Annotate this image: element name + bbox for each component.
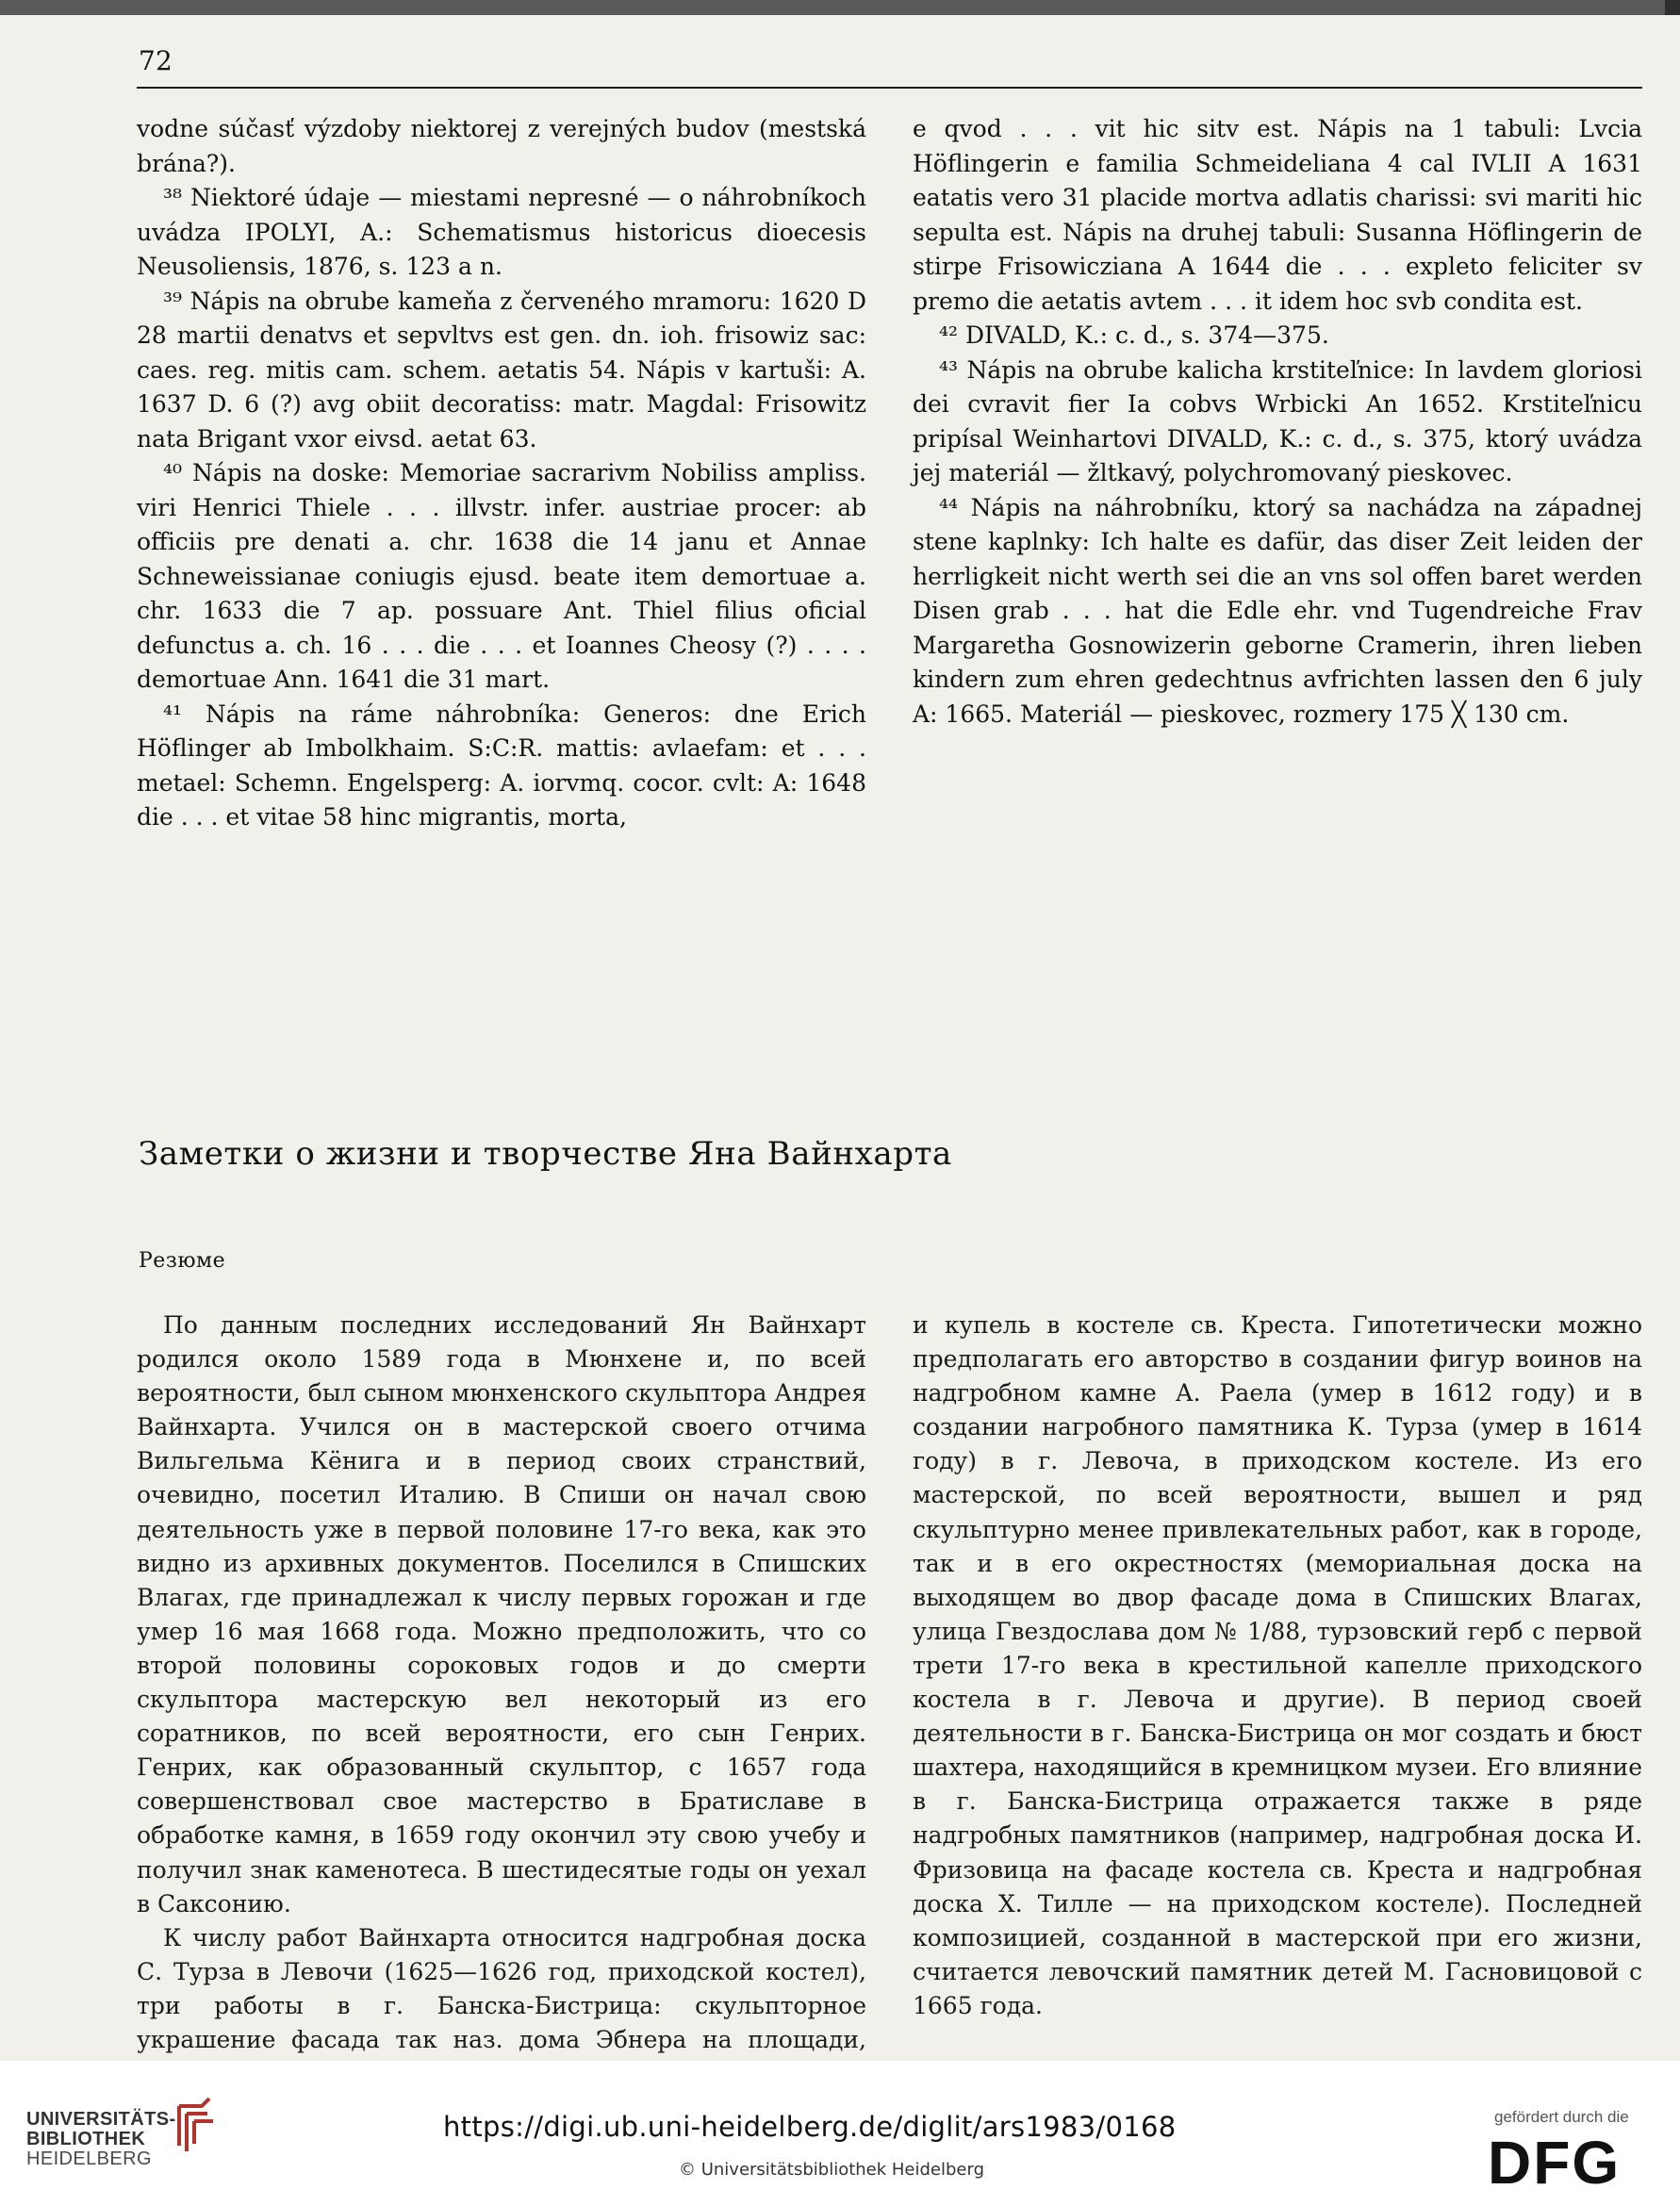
footnotes-left-column: [137, 112, 866, 835]
resume-paragraph-2: К числу работ Вайнхарта относится надгробная доска С. Турза в Левочи (1625—1626 год, приходской костел), три работы в г. Банска-Бистрица: скульпторное украшение фасада так наз. дома Эбнера на площади,: [137, 1923, 866, 2053]
library-name-line1: UNIVERSITÄTS-: [26, 2109, 176, 2130]
footnote-43: ⁴³ Nápis na obrube kalicha krstiteľnice: In lavdem gloriosi dei cvravit fier Ia cobvs Wrbicki An 1652. Krstiteľnicu pripísal Weinhartovi DIVALD, K.: c. d., s. 375, ktorý uvádza jej materiál — žltkavý, polychromovaný pieskovec.: [913, 355, 1642, 486]
footnote-41-continuation: e qvod . . . vit hic sitv est. Nápis na 1 tabuli: Lvcia Höflingerin e familia Schmeideliana 4 cal IVLII A 1631 eatatis vero 31 placide mortva adlatis charissi: svi mariti hic sepulta est. Nápis na druhej tabuli: Susanna Höflingerin de stirpe Frisowicziana A 1644 die . . . expleto feliciter sv premo die aetatis avtem . . . it idem hoc svb condita est.: [913, 115, 1642, 315]
resume-paragraph-1: По данным последних исследований Ян Вайнхарт родился около 1589 года в Мюнхене и, по всей вероятности, был сыном мюнхенского скульптора Андрея Вайнхарта. Учился он в мастерской своего отчима Вильгельма Кёнига и в период своих странствий, очевидно, посетил Италию. В Спиши он начал свою деятельность уже в первой половине 17-го века, как это видно из архивных документов. Поселился в Спишских Влагах, где принадлежал к числу первых горожан и где умер 16 мая 1668 года. Можно предположить, что со второй половины сороковых годов и до смерти скульптора мастерскую вел некоторый из его соратников, по всей вероятности, его сын Генрих. Генрих, как образованный скульптор, с 1657 года совершенствовал свое мастерство в Братиславе в обработке камня, в 1659 году окончил эту свою учебу и получил знак каменотеса. В шестидесятые годы он уехал в Саксонию.: [137, 1311, 866, 1918]
section-title: Заметки о жизни и творчестве Яна Вайнхарта: [139, 1135, 952, 1173]
scan-top-strip: [0, 0, 1680, 15]
footnotes-right-column: [913, 112, 1642, 732]
footnote-44: ⁴⁴ Nápis na náhrobníku, ktorý sa nachádza na západnej stene kaplnky: Ich halte es dafür, das diser Zeit leiden der herrligkeit nicht werth sei die an vns sol offen baret werden Disen grab . . . hat die Edle ehr. vnd Tugendreiche Frav Margaretha Gosnowizerin geborne Cramerin, ihren lieben kindern zum ehren gedechtnus avfrichten lassen den 6 july A: 1665. Materiál — pieskovec, rozmery 175 ╳ 130 cm.: [913, 493, 1642, 728]
footnote-40: ⁴⁰ Nápis na doske: Memoriae sacrarivm Nobiliss ampliss. viri Henrici Thiele . . . illvstr. infer. austriae procer: ab officiis pre denati a. chr. 1638 die 14 janu et Annae Schneweissianae coniugis ejusd. beate item demortuae a. chr. 1633 die 7 ap. possuare Ant. Thiel filius oficial defunctus a. ch. 16 . . . die . . . et Ioannes Cheosy (?) . . . . demortuae Ann. 1641 die 31 mart.: [137, 459, 866, 693]
footnote-41: ⁴¹ Nápis na ráme náhrobníka: Generos: dne Erich Höflinger ab Imbolkhaim. S:C:R. mattis: avlaefam: et . . . metael: Schemn. Engelsperg: A. iorvmq. cocor. cvlt: A: 1648 die . . . et vitae 58 hinc migrantis, morta,: [137, 700, 866, 831]
copyright-text: © Universitätsbibliothek Heidelberg: [679, 2160, 985, 2180]
library-logo-icon: [173, 2097, 215, 2153]
resume-right-column: [913, 1309, 1642, 2023]
viewer-footer: [0, 2061, 1680, 2206]
footnote-38: ³⁸ Niektoré údaje — miestami nepresné — o náhrobníkoch uvádza IPOLYI, A.: Schematismus historicus dioecesis Neusoliensis, 1876, s. 123 a n.: [137, 184, 866, 280]
resume-left-column: [137, 1309, 866, 2125]
resume-heading: Резюме: [139, 1249, 226, 1273]
dfg-logo: DFG: [1488, 2129, 1622, 2197]
funding-caption: gefördert durch die: [1494, 2108, 1629, 2126]
library-name-line2: BIBLIOTHEK: [26, 2129, 146, 2149]
library-logo-text: [26, 2110, 176, 2169]
document-url-link[interactable]: https://digi.ub.uni-heidelberg.de/diglit/ars1983/0168: [443, 2111, 1177, 2143]
book-page: [0, 15, 1680, 2061]
footnote-42: ⁴² DIVALD, K.: c. d., s. 374—375.: [939, 321, 1329, 349]
header-rule: [137, 87, 1642, 89]
library-name-line3: HEIDELBERG: [26, 2148, 152, 2169]
page-number: 72: [139, 45, 173, 76]
resume-paragraph-3: и купель в костеле св. Креста. Гипотетически можно предполагать его авторство в создании фигур воинов на надгробном камне А. Раела (умер в 1612 году) и в создании нагробного памятника К. Турза (умер в 1614 году) в г. Левоча, в приходском костеле. Из его мастерской, по всей вероятности, вышел и ряд скульптурно менее привлекательных работ, как в городе, так и в его окрестностях (мемориальная доска на выходящем во двор фасаде дома в Спишских Влагах, улица Гвездослава дом № 1/88, турзовский герб с первой трети 17-го века в крестильной капелле приходского костела в г. Левоча и другие). В период своей деятельности в г. Банска-Бистрица он мог создать и бюст шахтера, находящийся в кремницком музеи. Его влияние в г. Банска-Бистрица отражается также в ряде надгробных памятников (например, надгробная доска И. Фризовица на фасаде костела св. Креста и надгробная доска Х. Тилле — на приходском костеле). Последней композицией, созданной в мастерской при его жизни, считается левочский памятник детей М. Гасновицовой с 1665 года.: [913, 1311, 1642, 2019]
footnote-39: ³⁹ Nápis na obrube kameňa z červeného mramoru: 1620 D 28 martii denatvs et sepvltvs est gen. dn. ioh. frisowiz sac: caes. reg. mitis cam. schem. aetatis 54. Nápis v kartuši: A. 1637 D. 6 (?) avg obiit decoratiss: matr. Magdal: Frisowitz nata Brigant vxor eivsd. aetat 63.: [137, 287, 866, 453]
footnote-continuation: vodne súčasť výzdoby niektorej z verejných budov (mestská brána?).: [137, 115, 866, 177]
